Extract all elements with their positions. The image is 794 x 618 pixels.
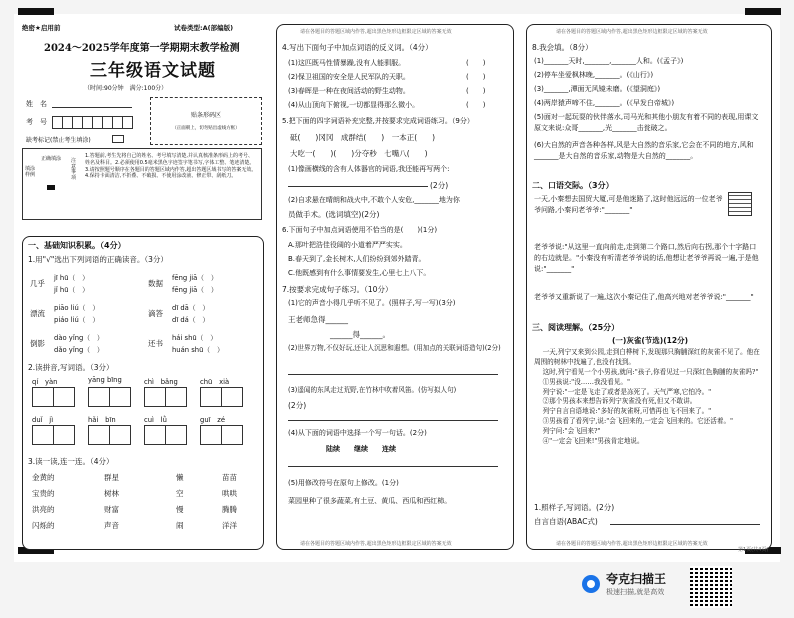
- q5-sub2: (2)自求悬在晴朗和战火中,不敢个人安危,_______地为你: [288, 196, 460, 204]
- q4-answer-paren[interactable]: ( ): [466, 73, 486, 81]
- q7-4: (4)从下面的词语中选择一个写一句话。(2分): [288, 429, 427, 437]
- absent-checkbox[interactable]: [112, 135, 124, 143]
- q3-right-pair[interactable]: 苗苗: [222, 473, 237, 482]
- q3-left-adj[interactable]: 金黄的: [32, 473, 55, 482]
- building-icon: [728, 192, 752, 216]
- passage-paragraph: 一天,列宁又来到公园,走到白桦树下,发现那只胸脯深红的灰雀不见了。他在周围的树林中找遍了,也没有找到。: [534, 348, 760, 366]
- q2-writing-box[interactable]: [144, 386, 186, 407]
- q4-item: (4)从山顶向下俯视,一切都显得那么微小。: [288, 101, 420, 109]
- name-label: 姓 名: [26, 100, 47, 108]
- q1-word: 还书: [148, 339, 163, 348]
- q4-answer-paren[interactable]: ( ): [466, 87, 486, 95]
- sec2-title: 二、口语交际。（3分）: [532, 181, 614, 190]
- q7-title: 7.按要求完成句子练习。（10分）: [282, 285, 393, 294]
- q3-left-noun[interactable]: 财富: [104, 505, 119, 514]
- q1-option-a[interactable]: dào yǐng（ ）: [54, 334, 104, 342]
- bottom-hint: 请在各题目的答题区域内作答,超出黑色矩形边框限定区域的答案无效: [300, 541, 452, 547]
- q4-item: (3)春晖是一种在夜间活动的野生动物。: [288, 87, 410, 95]
- q6-title: 6.下面句子中加点词语使用不恰当的是( )(1分): [282, 226, 438, 234]
- q3-right-char[interactable]: 空: [176, 489, 184, 498]
- q7-1: (1)它的声音小得几乎听不见了。(照样子,写一写)(3分): [288, 299, 456, 307]
- oral-3: 老爷爷又重新说了一遍,这次小秦记住了,他高兴地对老爷爷说:"_______": [534, 293, 754, 301]
- q1-option-b[interactable]: fēng jiā（ ）: [172, 286, 218, 294]
- passage-paragraph: ④"一定会飞回来!"男孩肯定地说。: [542, 437, 644, 446]
- secret-label: 绝密★启用前: [22, 24, 61, 32]
- q6-option[interactable]: C.他既感到有什么事情要发生,心里七上八下。: [288, 269, 431, 277]
- reading-passage: [534, 348, 762, 447]
- q3-left-adj[interactable]: 闪烁的: [32, 521, 55, 530]
- q1-title: 1.用"√"选出下列词语的正确读音。（3分）: [28, 255, 168, 264]
- q3-left-adj[interactable]: 宝贵的: [32, 489, 55, 498]
- q1-option-b[interactable]: dǎo yǐng（ ）: [54, 346, 104, 354]
- q5-row1: 砥( )冈冈 成群结( ) 一本正( ): [290, 133, 436, 142]
- q1-word: 几乎: [30, 279, 45, 288]
- q5-sub1: (1)像画横线的含有人体器官的词语,我还能再写两个:: [288, 165, 450, 173]
- read-title: (一)灰雀(节选)(12分): [612, 336, 689, 345]
- passage-paragraph: ③男孩看了看列宁,说:"会飞回来的,一定会飞回来的。它还活着。": [542, 417, 734, 426]
- q3-right-char[interactable]: 闹: [176, 521, 184, 530]
- q2-pinyin: guī zé: [200, 416, 226, 424]
- correct-sample: [47, 185, 55, 190]
- q4-item: (1)这匹既马性情暴躁,没有人能驯服。: [288, 59, 406, 67]
- q2-writing-box[interactable]: [32, 424, 74, 445]
- q1-option-a[interactable]: jī hū（ ）: [54, 274, 89, 282]
- oral-1: 一天,小秦想去国贸大厦,可是他迷路了,这时他远远的一位老爷爷问路,小秦问老爷爷:"_______": [534, 195, 723, 215]
- q2-pinyin: yāng bīng: [88, 376, 122, 384]
- q2-pinyin: duǐ jì: [32, 416, 54, 424]
- q8-item: (2)停车坐爱枫林晚,_______。(《山行》): [534, 71, 654, 79]
- q8-item: (4)两岸猿声啼不住,_______。(《早发白帝城》): [534, 99, 675, 107]
- q1-option-b[interactable]: jǐ hū（ ）: [54, 286, 89, 294]
- passage-paragraph: 列宁问:"会飞回来?": [542, 427, 601, 436]
- q7-1c: ______得______。: [330, 330, 390, 339]
- q2-pinyin: chū xià: [200, 378, 230, 386]
- q5-row2: 大吃一( )( )分夺秒 七嘴八( ): [290, 149, 428, 158]
- q5-title: 5.把下面的四字词语补充完整,并按要求完成词语练习。（9分）: [282, 117, 474, 125]
- q1-option-b[interactable]: huán shū（ ）: [172, 346, 224, 354]
- q2-pinyin: hǎi bīn: [88, 416, 116, 424]
- page-number: 第1页(共4页): [738, 547, 769, 553]
- q7-5: (5)用修改符号在原句上修改。(1分): [288, 479, 399, 487]
- registration-mark: [745, 8, 781, 15]
- scanner-watermark: [582, 570, 666, 597]
- q1-option-a[interactable]: dī dā（ ）: [172, 304, 210, 312]
- q7-3-answer[interactable]: [288, 414, 498, 421]
- q4-answer-paren[interactable]: ( ): [466, 101, 486, 109]
- q2-title: 2.读拼音,写词语。（3分）: [28, 363, 114, 372]
- q5-sub1-score: (2分): [430, 181, 449, 190]
- exam-no-label: 考 号: [26, 118, 47, 126]
- q8-item: (1)_______天时,_______,_______人和。(《孟子》): [534, 57, 684, 65]
- correct-label: 正确填涂: [41, 156, 62, 162]
- q1-option-a[interactable]: piāo liú（ ）: [54, 304, 100, 312]
- q3-left-noun[interactable]: 树林: [104, 489, 119, 498]
- q5-sub2b: 员做手术。(选词填空)(2分): [288, 210, 380, 219]
- q7-3b: (2分): [288, 401, 307, 410]
- scanner-logo-icon: [582, 575, 600, 593]
- q3-left-noun[interactable]: 群星: [104, 473, 119, 482]
- q6-option[interactable]: A.那叶把浩佳役阔的小道着严严实实。: [288, 241, 407, 249]
- q7-2-answer[interactable]: [288, 368, 498, 375]
- q8-title: 8.我会填。（8分）: [532, 43, 593, 52]
- top-hint-3: 请在各题目的答题区域内作答,超出黑色矩形边框限定区域的答案无效: [556, 29, 708, 35]
- passage-paragraph: 列宁自言自语地说:"多好的灰雀呀,可惜再也飞不回来了。": [542, 407, 712, 416]
- q3-right-pair[interactable]: 洋洋: [222, 521, 237, 530]
- q3-right-pair[interactable]: 腾腾: [222, 505, 237, 514]
- oral-2: 老爷爷说:"从这里一直向前走,走到第二个路口,然后向右拐,那个十字路口的右边就是。"小秦没有听清老爷爷说的话,他想让老爷爷再说一遍,于是他说:"_______": [534, 243, 759, 274]
- top-hint: 请在各题目的答题区域内作答,超出黑色矩形边框限定区域的答案无效: [300, 29, 452, 35]
- q2-writing-box[interactable]: [88, 386, 130, 407]
- brand-slogan: 极速扫描,就是高效: [606, 588, 665, 596]
- q2-writing-box[interactable]: [200, 424, 242, 445]
- paper-type: 试卷类型:A(部编版): [174, 24, 234, 32]
- q3-left-noun[interactable]: 声音: [104, 521, 119, 530]
- q7-2: (2)世界万物,不仅好玩,还让人沉思和遐想。(用加点的关联词语造句)(2分): [288, 344, 501, 352]
- q4-title: 4.写出下面句子中加点词语的反义词。（4分）: [282, 43, 433, 52]
- q4-answer-paren[interactable]: ( ): [466, 59, 486, 67]
- registration-mark: [18, 8, 54, 15]
- q4-item: (2)保卫祖国的安全是人民军队的天职。: [288, 73, 410, 81]
- q8-item: (6)大自然的声音各种各样,风是大自然的音乐家,它会在不同的地方,风和_______是大自然的音乐家,动物是大自然的_______。: [534, 141, 754, 160]
- q3-title: 3.读一读,连一连。（4分）: [28, 457, 114, 466]
- barcode-hint: （正面朝上，切勿贴出虚线方框）: [172, 126, 240, 131]
- barcode-label: 贴条形码区: [190, 112, 221, 119]
- absent-label: 缺考标记(禁止考生填涂): [26, 137, 91, 144]
- passage-paragraph: 列宁说:"一定是飞走了或者是冻死了。天气严寒,它怕冷。": [542, 387, 712, 396]
- q2-writing-box[interactable]: [88, 424, 130, 445]
- q8-item: (5)面对一起玩耍的伙伴落水,司马光和其他小朋友有着不同的表现,用课文原文来说:众哥_______,光_______击瓮破之。: [534, 113, 759, 132]
- q7-5-sentence: 菜园里种了很多蔬菜,有土豆、黄瓜、西瓜和西红柿。: [288, 497, 452, 505]
- q3-right-char[interactable]: 慢: [176, 505, 184, 514]
- name-field[interactable]: [52, 97, 132, 108]
- bottom-hint-3: 请在各题目的答题区域内作答,超出黑色矩形边框限定区域的答案无效: [556, 541, 708, 547]
- sec3-title: 三、阅读理解。（25分）: [532, 323, 620, 332]
- q2-pinyin: cuì lǜ: [144, 416, 167, 424]
- sec1-title: 一、基础知识积累。（4分）: [28, 241, 126, 250]
- q7-4-answer[interactable]: [288, 460, 498, 467]
- q1-word: 漂流: [30, 309, 45, 318]
- time-score: （时间:90分钟 满分:100分）: [84, 85, 168, 92]
- main-title: 三年级语文试题: [90, 61, 216, 81]
- q8-item: (3)_______,潭面无风镜未磨。(《望洞庭》): [534, 85, 661, 93]
- read-q1b: 自言自语(ABAC式): [534, 517, 598, 526]
- notes-label: 注意事项: [71, 158, 77, 181]
- exam-no-boxes[interactable]: [52, 112, 132, 131]
- q7-1b: 王老师急得______: [288, 315, 348, 324]
- q6-option[interactable]: B.春天到了,金长树木,人们纷纷到郊外踏青。: [288, 255, 426, 263]
- q2-writing-box[interactable]: [144, 424, 186, 445]
- passage-paragraph: ①男孩说:"没……我没看见。": [542, 377, 630, 386]
- q7-3: (3)遥闻的东风走过荒野,在竹林中吹着风笛。(仿写拟人句): [288, 386, 457, 394]
- read-q1: 1.照样子,写词语。(2分): [534, 503, 615, 512]
- brand-name: 夸克扫描王: [606, 572, 667, 586]
- q1-option-a[interactable]: fēng jiā（ ）: [172, 274, 218, 282]
- q3-right-pair[interactable]: 哄哄: [222, 489, 237, 498]
- passage-paragraph: 这时,列宁看见一个小男孩,就问:"孩子,你看见过一只深红色胸脯的灰雀吗?": [542, 367, 759, 376]
- q1-option-b[interactable]: piáo liú（ ）: [54, 316, 100, 324]
- notes-text: 1.答题前,考生先将自己的姓名、考号填写清楚,并认真核准条形码上的考号、姓名及科目。2.必须使用0.5毫米黑色字迹签字笔书写,字体工整、笔迹清楚。3.请按照题号顺序在各题目的答题区域内作答,超出答题区域书写的答案无效。4.保持卡面清洁,不折叠、不破损、不使用涂改液、修正带、刮纸刀。: [85, 153, 257, 180]
- q1-option-a[interactable]: hái shū（ ）: [172, 334, 218, 342]
- passage-paragraph: ②那个男孩本来想告诉列宁灰雀没有死,但又不敢讲。: [542, 397, 697, 406]
- barcode-area: [150, 97, 262, 145]
- year-title: 2024～2025学年度第一学期期末教学检测: [44, 43, 240, 54]
- q3-right-char[interactable]: 懒: [176, 473, 184, 482]
- q3-left-adj[interactable]: 洪亮的: [32, 505, 55, 514]
- q1-word: 滴答: [148, 309, 163, 318]
- q2-writing-box[interactable]: [200, 386, 242, 407]
- q2-pinyin: qí yàn: [32, 378, 58, 386]
- q2-writing-box[interactable]: [32, 386, 74, 407]
- q1-option-b[interactable]: dī dá（ ）: [172, 316, 210, 324]
- qr-code-icon: [690, 566, 732, 608]
- q2-pinyin: chì bǎng: [144, 378, 178, 386]
- q7-4-words: 陆续 继续 连续: [326, 445, 396, 453]
- q5-sub1-answer[interactable]: [288, 178, 428, 187]
- q1-word: 数据: [148, 279, 163, 288]
- q1-word: 倒影: [30, 339, 45, 348]
- notes-box: [22, 148, 262, 220]
- read-q1-answer[interactable]: [610, 516, 760, 525]
- fill-label: 填涂样例: [25, 166, 36, 178]
